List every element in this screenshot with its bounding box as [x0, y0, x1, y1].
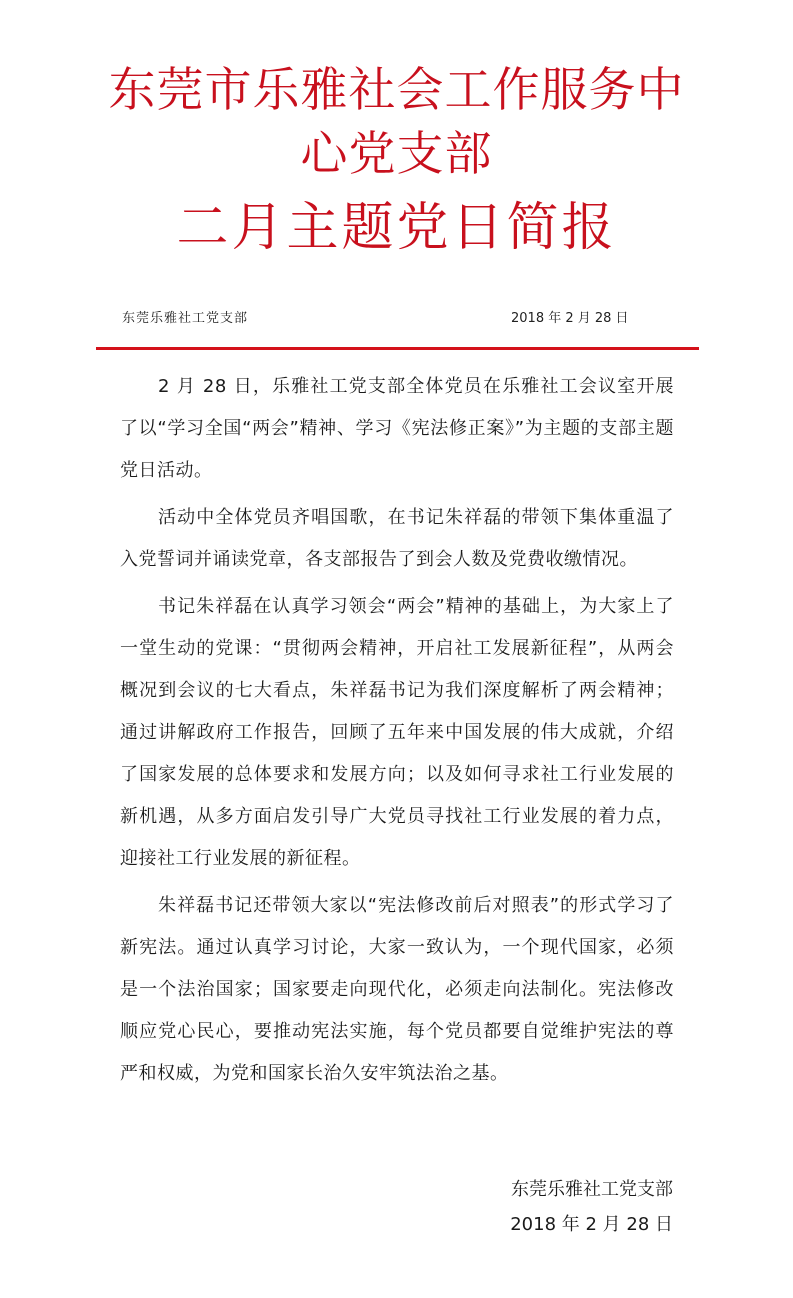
paragraph-4: 朱祥磊书记还带领大家以“宪法修改前后对照表”的形式学习了新宪法。通过认真学习讨论，大家一致认为，一个现代国家，必须是一个法治国家；国家要走向现代化，必须走向法制化。宪法修改顺应党心民心，要推动宪法实施，每个党员都要自觉维护宪法的尊严和权威，为党和国家长治久安牢筑法治之基。: [120, 895, 674, 1084]
signature-org: 东莞乐雅社工党支部: [511, 1179, 673, 1200]
article-body: [120, 366, 674, 1100]
paragraph-1: 2 月 28 日，乐雅社工党支部全体党员在乐雅社工会议室开展了以“学习全国“两会”精神、学习《宪法修正案》”为主题的支部主题党日活动。: [120, 376, 674, 481]
title-line-2: 心党支部: [300, 127, 493, 182]
red-divider: [96, 347, 699, 350]
subtitle: 二月主题党日简报: [176, 198, 617, 258]
paragraph-3: 书记朱祥磊在认真学习领会“两会”精神的基础上，为大家上了一堂生动的党课：“贯彻两会精神，开启社工发展新征程”，从两会概况到会议的七大看点，朱祥磊书记为我们深度解析了两会精神；通过讲解政府工作报告，回顾了五年来中国发展的伟大成就，介绍了国家发展的总体要求和发展方向；以及如何寻求社工行业发展的新机遇，从多方面启发引导广大党员寻找社工行业发展的着力点，迎接社工行业发展的新征程。: [120, 596, 674, 869]
signature-date: 2018 年 2 月 28 日: [510, 1214, 673, 1235]
header-org: 东莞乐雅社工党支部: [122, 311, 249, 326]
title-line-1: 东莞市乐雅社会工作服务中: [108, 63, 685, 118]
header-date: 2018 年 2 月 28 日: [511, 311, 629, 326]
paragraph-2: 活动中全体党员齐唱国歌，在书记朱祥磊的带领下集体重温了入党誓词并诵读党章，各支部报告了到会人数及党费收缴情况。: [120, 507, 674, 570]
